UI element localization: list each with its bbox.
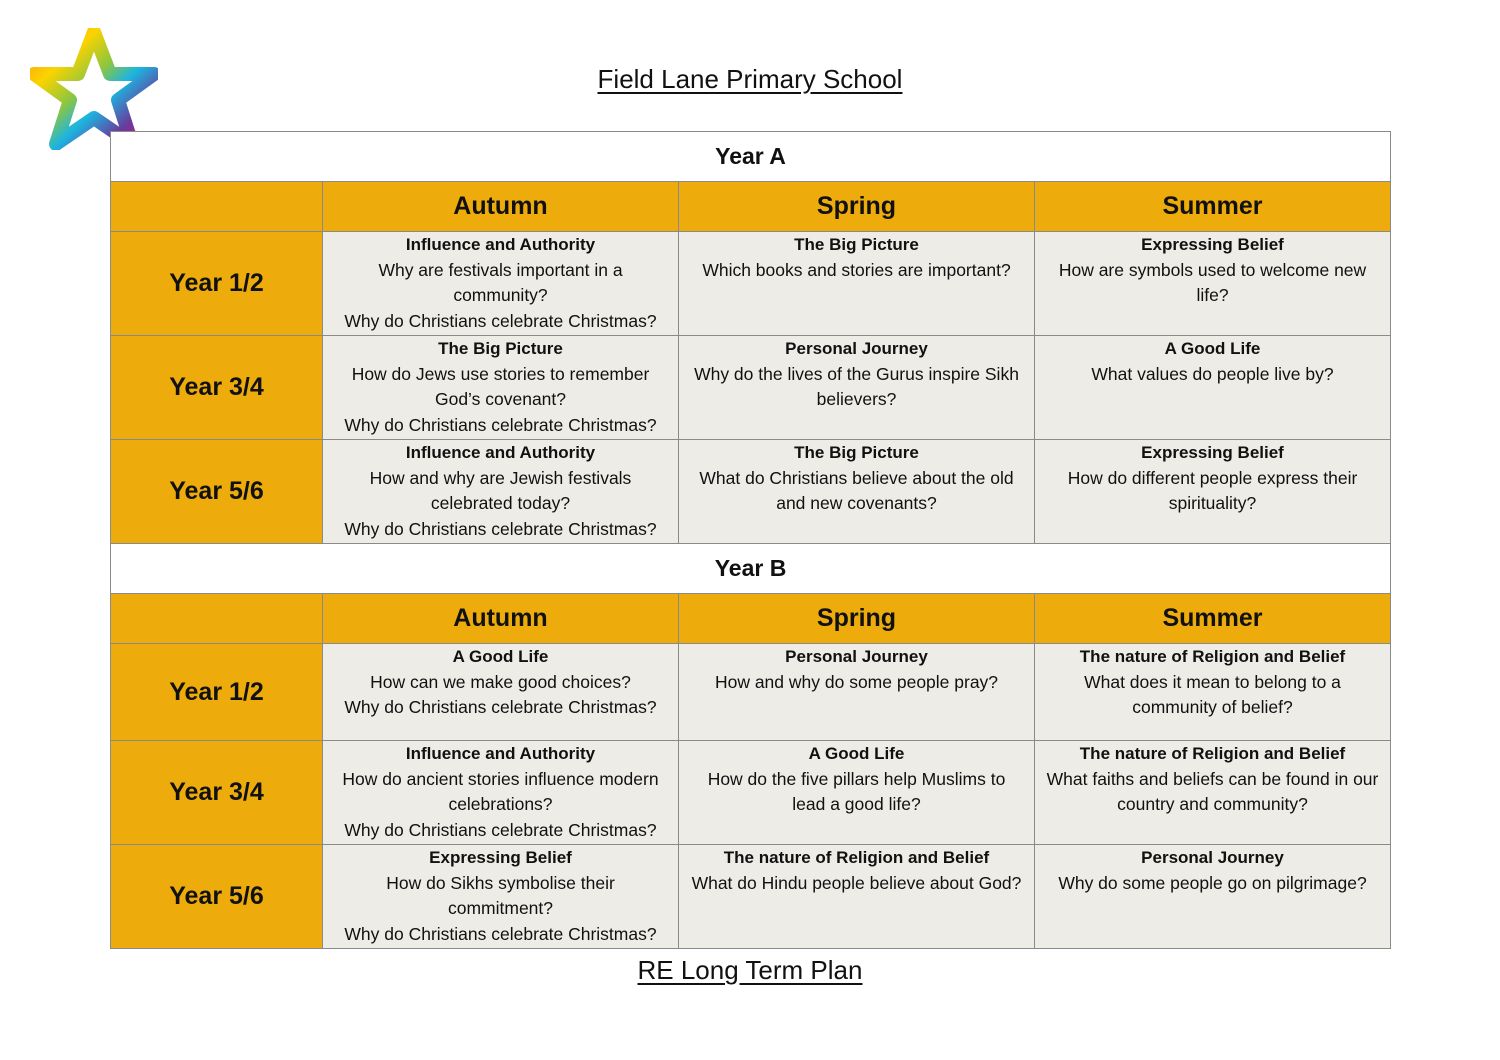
topic-question: Why do Christians celebrate Christmas? — [344, 819, 657, 840]
topic-cell — [1035, 336, 1391, 440]
topic-title: Expressing Belief — [1141, 443, 1284, 462]
topic-question: How and why are Jewish festivals celebrated today? — [369, 467, 632, 513]
topic-title: Influence and Authority — [405, 443, 596, 462]
topic-cell — [1035, 440, 1391, 544]
season-header: Spring — [679, 594, 1035, 644]
topic-question: How are symbols used to welcome new life? — [1058, 259, 1367, 305]
topic-cell — [679, 336, 1035, 440]
topic-title: A Good Life — [452, 647, 549, 666]
topic-question: What faiths and beliefs can be found in our country and community? — [1046, 768, 1379, 814]
topic-question: What do Christians believe about the old and new covenants? — [699, 467, 1014, 513]
year-group-label: Year 5/6 — [111, 440, 323, 544]
topic-title: Personal Journey — [785, 647, 928, 666]
plan-title: RE Long Term Plan — [637, 955, 863, 985]
topic-title: Influence and Authority — [405, 744, 596, 763]
topic-title: Personal Journey — [785, 339, 928, 358]
topic-title: The nature of Religion and Belief — [1079, 744, 1346, 763]
topic-cell — [323, 440, 679, 544]
table-row — [111, 845, 1391, 949]
topic-cell — [679, 644, 1035, 741]
topic-cell — [679, 845, 1035, 949]
year-group-label: Year 3/4 — [111, 741, 323, 845]
year-group-label: Year 5/6 — [111, 845, 323, 949]
topic-title: The Big Picture — [794, 443, 919, 462]
topic-cell — [679, 741, 1035, 845]
topic-question: How do Jews use stories to remember God’s covenant? — [351, 363, 650, 409]
topic-question: How can we make good choices? — [370, 671, 631, 692]
topic-cell — [1035, 644, 1391, 741]
topic-title: Expressing Belief — [1141, 235, 1284, 254]
topic-question: What values do people live by? — [1091, 363, 1334, 384]
season-header: Spring — [679, 182, 1035, 232]
year-group-label: Year 3/4 — [111, 336, 323, 440]
topic-title: A Good Life — [808, 744, 905, 763]
topic-question: Why do the lives of the Gurus inspire Sikh believers? — [694, 363, 1019, 409]
topic-question: How and why do some people pray? — [714, 671, 999, 692]
topic-question: Why do Christians celebrate Christmas? — [344, 310, 657, 331]
topic-title: Personal Journey — [1141, 848, 1284, 867]
topic-title: The Big Picture — [794, 235, 919, 254]
topic-title: The nature of Religion and Belief — [1079, 647, 1346, 666]
topic-title: The Big Picture — [438, 339, 563, 358]
season-header: Summer — [1035, 182, 1391, 232]
season-header: Autumn — [323, 594, 679, 644]
topic-question: How do Sikhs symbolise their commitment? — [386, 872, 615, 918]
topic-question: Why do Christians celebrate Christmas? — [344, 923, 657, 944]
topic-question: What does it mean to belong to a community of belief? — [1084, 671, 1341, 717]
year-heading: Year A — [111, 132, 1391, 182]
topic-cell — [679, 232, 1035, 336]
topic-question: How do the five pillars help Muslims to lead a good life? — [707, 768, 1006, 814]
topic-title: Influence and Authority — [405, 235, 596, 254]
topic-cell — [1035, 741, 1391, 845]
year-group-label: Year 1/2 — [111, 644, 323, 741]
table-row — [111, 336, 1391, 440]
topic-title: A Good Life — [1164, 339, 1261, 358]
topic-question: Which books and stories are important? — [702, 259, 1011, 280]
season-header-row — [111, 594, 1391, 644]
topic-cell — [323, 845, 679, 949]
topic-cell — [1035, 845, 1391, 949]
topic-cell — [323, 741, 679, 845]
table-row — [111, 232, 1391, 336]
topic-cell — [679, 440, 1035, 544]
topic-question: Why do Christians celebrate Christmas? — [344, 697, 657, 717]
table-row — [111, 644, 1391, 741]
year-heading-row — [111, 132, 1391, 182]
year-group-label: Year 1/2 — [111, 232, 323, 336]
topic-cell — [323, 336, 679, 440]
topic-cell — [1035, 232, 1391, 336]
year-heading-row — [111, 544, 1391, 594]
season-header: Autumn — [323, 182, 679, 232]
topic-question: Why do Christians celebrate Christmas? — [344, 518, 657, 539]
school-title: Field Lane Primary School — [597, 64, 903, 94]
topic-question: What do Hindu people believe about God? — [691, 872, 1022, 893]
topic-cell — [323, 644, 679, 741]
topic-cell — [323, 232, 679, 336]
topic-title: The nature of Religion and Belief — [723, 848, 990, 867]
topic-question: How do different people express their spirituality? — [1067, 467, 1358, 513]
topic-question: Why do some people go on pilgrimage? — [1058, 872, 1367, 893]
corner-cell — [111, 182, 323, 232]
re-plan-table — [110, 131, 1391, 949]
topic-title: Expressing Belief — [429, 848, 572, 867]
topic-question: Why are festivals important in a community? — [378, 259, 623, 305]
corner-cell — [111, 594, 323, 644]
table-row — [111, 440, 1391, 544]
topic-question: How do ancient stories influence modern celebrations? — [342, 768, 659, 814]
season-header-row — [111, 182, 1391, 232]
table-row — [111, 741, 1391, 845]
topic-question: Why do Christians celebrate Christmas? — [344, 414, 657, 435]
year-heading: Year B — [111, 544, 1391, 594]
season-header: Summer — [1035, 594, 1391, 644]
